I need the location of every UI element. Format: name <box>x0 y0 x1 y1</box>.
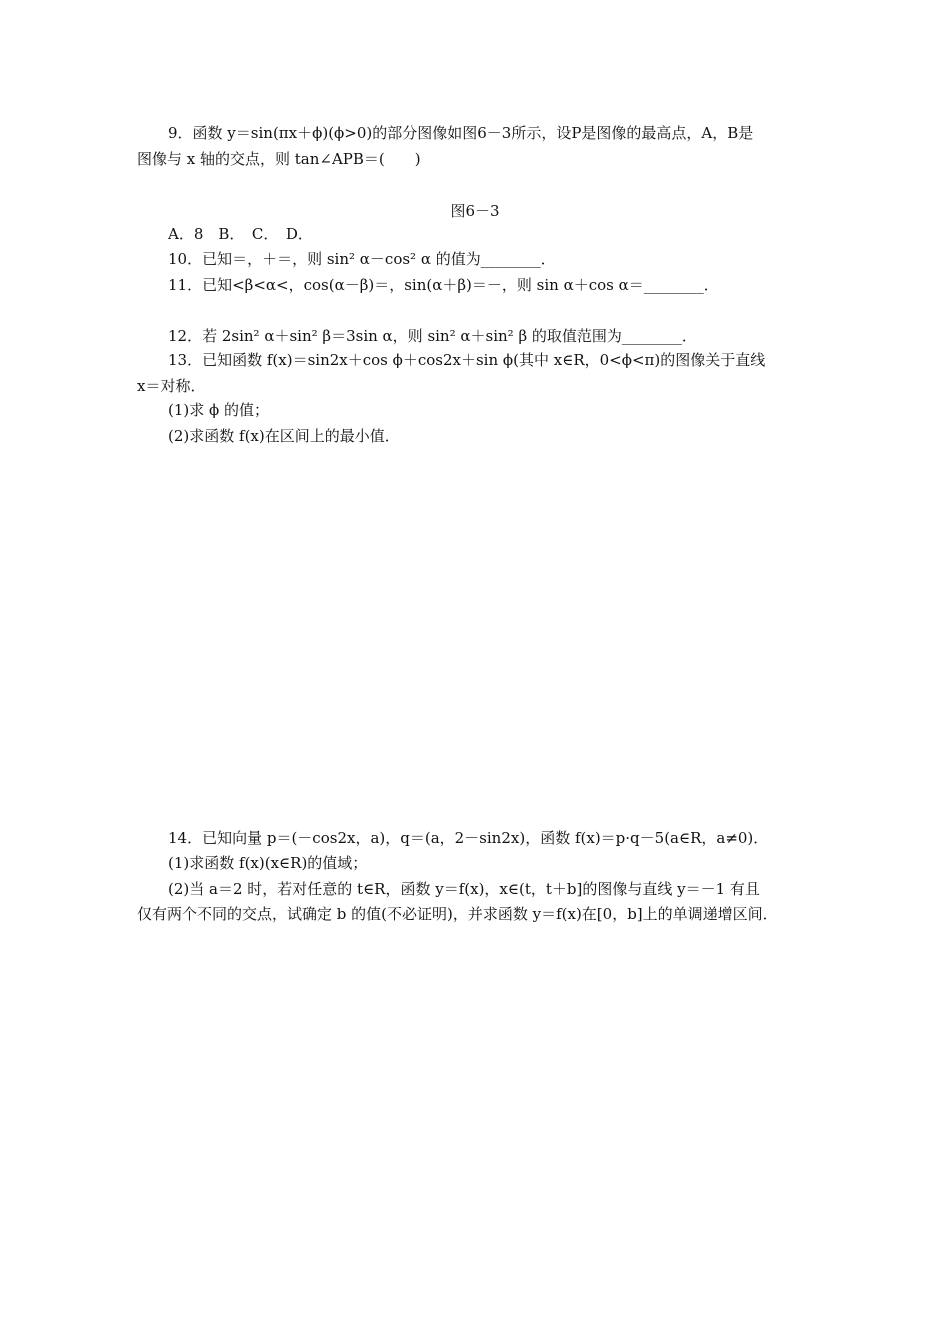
question-9-line-1: 9．函数 y＝sin(πx＋ϕ)(ϕ>0)的部分图像如图6－3所示，设P是图像的最高点，A，B是 <box>168 124 754 142</box>
question-13-part-2: (2)求函数 f(x)在区间上的最小值． <box>168 427 400 445</box>
question-9-options: A．8 B． C． D． <box>168 225 313 243</box>
question-10: 10．已知＝，＋＝，则 sin² α－cos² α 的值为________． <box>168 250 556 268</box>
figure-caption: 图6－3 <box>450 202 500 220</box>
question-9-line-2: 图像与 x 轴的交点，则 tan∠APB＝( ) <box>137 150 421 168</box>
question-11: 11．已知<β<α<，cos(α－β)＝，sin(α＋β)＝－，则 sin α＋cos α＝________． <box>168 276 719 294</box>
question-14-part-2-line-1: (2)当 a＝2 时，若对任意的 t∈R，函数 y＝f(x)，x∈(t，t＋b]的图像与直线 y＝－1 有且 <box>168 880 760 898</box>
question-12: 12．若 2sin² α＋sin² β＝3sin α，则 sin² α＋sin² β 的取值范围为________． <box>168 327 697 345</box>
question-13-line-1: 13．已知函数 f(x)＝sin2x＋cos ϕ＋cos2x＋sin ϕ(其中 x∈R，0<ϕ<π)的图像关于直线 <box>168 351 766 369</box>
question-13-line-2: x＝对称． <box>137 377 206 395</box>
question-14-line-1: 14．已知向量 p＝(－cos2x，a)，q＝(a，2－sin2x)，函数 f(x)＝p·q－5(a∈R，a≠0)． <box>168 829 769 847</box>
question-14-part-2-line-2: 仅有两个不同的交点，试确定 b 的值(不必证明)，并求函数 y＝f(x)在[0，b]上的单调递增区间． <box>137 905 778 923</box>
question-14-part-1: (1)求函数 f(x)(x∈R)的值域； <box>168 854 368 872</box>
question-13-part-1: (1)求 ϕ 的值； <box>168 401 270 419</box>
